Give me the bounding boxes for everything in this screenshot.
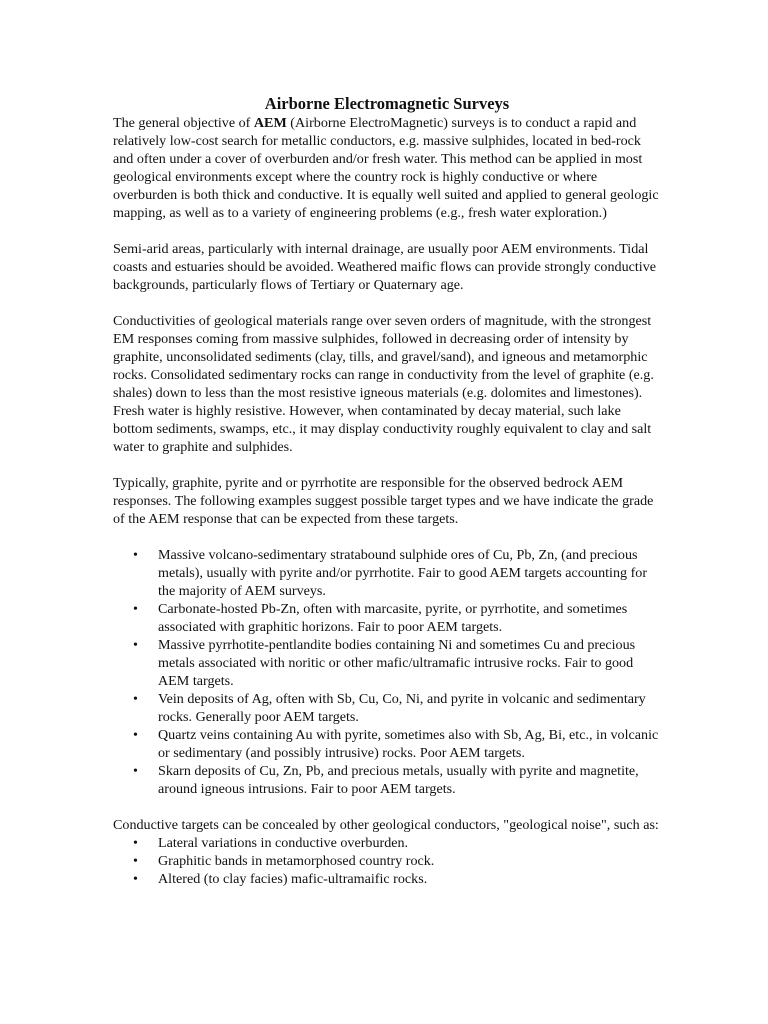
intro-paragraph [113,114,661,222]
target-types-paragraph: Typically, graphite, pyrite and or pyrrhotite are responsible for the observed bedrock AEM responses. The following examples suggest possible target types and we have indicate the grade of the AEM response that can be expected from these targets. [113,475,654,527]
target-list [113,546,661,798]
intro-text-rest: (Airborne ElectroMagnetic) surveys is to conduct a rapid and relatively low-cost search for metallic conductors, e.g. massive sulphides, located in bed-rock and often under a cover of overburden and/or fresh water. This method can be applied in most geological environments except where the country rock is highly conductive or where overburden is both thick and conductive. It is equally well suited and applied to general geologic mapping, as well as to a variety of engineering problems (e.g., fresh water exploration.) [113,115,659,221]
document-body [113,94,661,888]
aem-term: AEM [253,115,287,131]
conductivities-paragraph: Conductivities of geological materials range over seven orders of magnitude, with the strongest EM responses coming from massive sulphides, followed in decreasing order of intensity by graphite, unconsolidated sediments (clay, tills, and gravel/sand), and igneous and metamorphic rocks. Consolidated sedimentary rocks can range in conductivity from the level of graphite (e.g. shales) down to less than the most resistive igneous materials (e.g. dolomites and limestones). Fresh water is highly resistive. However, when contaminated by decay material, such lake bottom sediments, swamps, etc., it may display conductivity roughly equivalent to clay and salt water to graphite and sulphides. [113,313,654,455]
list-item: • Altered (to clay facies) mafic-ultramaific rocks. [113,870,661,888]
list-item: • Skarn deposits of Cu, Zn, Pb, and precious metals, usually with pyrite and magnetite, around igneous intrusions. Fair to poor AEM targets. [113,762,661,798]
list-item: • Carbonate-hosted Pb-Zn, often with marcasite, pyrite, or pyrrhotite, and sometimes associated with graphitic horizons. Fair to poor AEM targets. [113,600,661,636]
list-item: • Massive volcano-sedimentary stratabound sulphide ores of Cu, Pb, Zn, (and precious metals), usually with pyrite and/or pyrrhotite. Fair to good AEM targets accounting for the majority of AEM surveys. [113,546,661,600]
semi-arid-paragraph: Semi-arid areas, particularly with internal drainage, are usually poor AEM environments. Tidal coasts and estuaries should be avoided. Weathered maific flows can provide strongly conductive backgrounds, particularly flows of Tertiary or Quaternary age. [113,241,657,293]
list-item: • Vein deposits of Ag, often with Sb, Cu, Co, Ni, and pyrite in volcanic and sedimentary rocks. Generally poor AEM targets. [113,690,661,726]
geological-noise-paragraph: Conductive targets can be concealed by other geological conductors, "geological noise", such as: [113,817,659,833]
document-title: Airborne Electromagnetic Surveys [264,94,510,113]
list-item: • Graphitic bands in metamorphosed country rock. [113,852,661,870]
noise-list [113,834,661,888]
intro-text-start: The general objective of [113,115,254,131]
list-item: • Lateral variations in conductive overburden. [113,834,661,852]
list-item: • Quartz veins containing Au with pyrite, sometimes also with Sb, Ag, Bi, etc., in volcanic or sedimentary (and possibly intrusive) rocks. Poor AEM targets. [113,726,661,762]
list-item: • Massive pyrrhotite-pentlandite bodies containing Ni and sometimes Cu and precious metals associated with noritic or other mafic/ultramafic intrusive rocks. Fair to good AEM targets. [113,636,661,690]
